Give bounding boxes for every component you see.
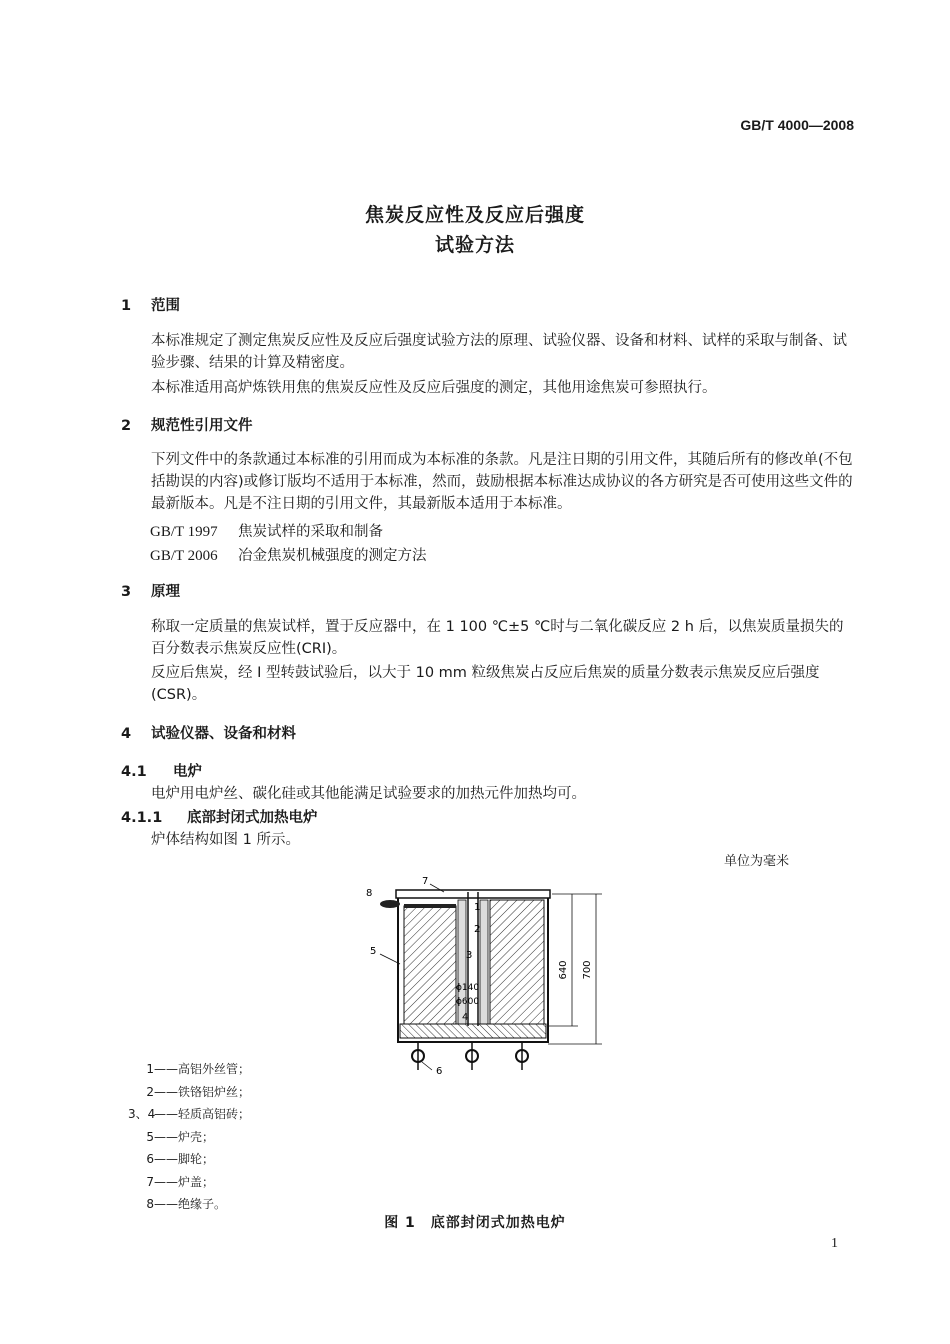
paragraph-text: 称取一定质量的焦炭试样，置于反应器中，在 1 100 ℃±5 ℃时与二氧化碳反应 2 h 后，以焦炭质量损失的百分数表示焦炭反应性(CRI)。 [151, 619, 844, 657]
legend-number: 7 [146, 1174, 154, 1189]
section-3-paragraph-2 [121, 662, 856, 706]
furnace-lid [396, 890, 550, 898]
normative-reference [150, 520, 383, 541]
figure-legend [128, 1058, 250, 1216]
legend-text: 轻质高铝砖； [178, 1107, 251, 1121]
legend-number: 8 [146, 1197, 154, 1211]
section-title: 范围 [151, 298, 180, 314]
subsection-title: 底部封闭式加热电炉 [187, 810, 318, 826]
paragraph-text: 本标准规定了测定焦炭反应性及反应后强度试验方法的原理、试验仪器、设备和材料、试样的采取与制备、试验步骤、结果的计算及精密度。 [151, 333, 847, 371]
right-brick [490, 900, 544, 1024]
label-6: 6 [436, 1066, 443, 1077]
section-1-paragraph-2 [121, 377, 856, 399]
normative-reference [150, 544, 427, 565]
section-2-paragraph-1 [121, 449, 856, 515]
legend-text: 脚轮； [178, 1152, 215, 1166]
paragraph-text: 电炉用电炉丝、碳化硅或其他能满足试验要求的加热元件加热均可。 [151, 786, 586, 802]
label-4: 4 [462, 1012, 469, 1023]
subsection-4-1-paragraph [121, 783, 856, 805]
legend-text: 炉盖； [178, 1174, 215, 1189]
insulator [380, 900, 400, 908]
standard-code: GB/T 4000—2008 [740, 117, 854, 133]
legend-number: 5 [146, 1129, 154, 1144]
furnace-wire-layer [480, 900, 488, 1024]
document-title-line1: 焦炭反应性及反应后强度 [364, 204, 585, 226]
section-1-paragraph-1 [121, 330, 856, 374]
section-4-heading [121, 722, 296, 743]
subsection-title: 电炉 [173, 764, 202, 780]
page-number: 1 [831, 1236, 838, 1251]
paragraph-text: 反应后焦炭，经 Ⅰ 型转鼓试验后，以大于 10 mm 粒级焦炭占反应后焦炭的质量分数表示焦炭反应后强度(CSR)。 [151, 665, 820, 703]
wire-terminal [404, 904, 456, 908]
dim-640-label: 640 [558, 960, 569, 980]
legend-item: 2——铁铬铝炉丝； [128, 1081, 250, 1104]
subsection-number: 4.1.1 [121, 810, 163, 826]
section-2-heading [121, 414, 253, 435]
paragraph-text: 炉体结构如图 1 所示。 [151, 832, 300, 848]
legend-text: 高铝外丝管； [178, 1062, 251, 1076]
dim-600-label: ϕ600 [456, 997, 480, 1007]
section-number: 3 [121, 584, 132, 600]
legend-text: 炉壳； [178, 1129, 215, 1144]
dim-700-label: 700 [582, 960, 593, 980]
section-number: 2 [121, 418, 132, 434]
document-title-line2: 试验方法 [434, 234, 515, 256]
legend-item: 8——绝缘子。 [128, 1193, 250, 1216]
section-1-heading [121, 294, 180, 315]
legend-number: 1 [146, 1062, 154, 1076]
legend-number: 3、4 [128, 1107, 156, 1121]
left-brick [404, 906, 456, 1024]
legend-item: 5——炉壳； [128, 1126, 250, 1149]
section-number: 1 [121, 298, 132, 314]
legend-text: 绝缘子。 [178, 1197, 227, 1211]
subsection-number: 4.1 [121, 764, 147, 780]
subsection-4-1-1-paragraph [121, 829, 856, 851]
paragraph-text: 下列文件中的条款通过本标准的引用而成为本标准的条款。凡是注日期的引用文件，其随后所有的修改单(不包括勘误的内容)或修订版均不适用于本标准，然而，鼓励根据本标准达成协议的各方研究是否可使用这些文件的最新版本。凡是不注日期的引用文件，其最新版本适用于本标准。 [151, 452, 853, 512]
label-1: 1 [474, 902, 481, 913]
legend-number: 2 [146, 1084, 154, 1099]
legend-number: 6 [146, 1152, 154, 1166]
paragraph-text: 本标准适用高炉炼铁用焦的焦炭反应性及反应后强度的测定，其他用途焦炭可参照执行。 [151, 380, 717, 396]
reference-code: GB/T 1997 [150, 524, 218, 540]
furnace-diagram [360, 870, 620, 1080]
legend-item: 7——炉盖； [128, 1171, 250, 1194]
reference-title: 焦炭试样的采取和制备 [238, 524, 383, 540]
label-2: 2 [474, 924, 481, 935]
bottom-brick [400, 1024, 546, 1038]
section-title: 试验仪器、设备和材料 [151, 726, 296, 742]
label-3: 3 [466, 950, 473, 961]
legend-item: 1——高铝外丝管； [128, 1058, 250, 1081]
reference-title: 冶金焦炭机械强度的测定方法 [238, 548, 427, 564]
unit-note: 单位为毫米 [724, 854, 790, 869]
section-title: 规范性引用文件 [151, 418, 253, 434]
subsection-4-1-1-heading [121, 806, 318, 827]
wheels [412, 1042, 528, 1070]
figure-caption: 图 1 底部封闭式加热电炉 [384, 1215, 566, 1231]
legend-item: 6——脚轮； [128, 1148, 250, 1171]
section-title: 原理 [151, 584, 180, 600]
subsection-4-1-heading [121, 760, 202, 781]
section-number: 4 [121, 726, 132, 742]
section-3-paragraph-1 [121, 616, 856, 660]
reference-code: GB/T 2006 [150, 548, 218, 564]
legend-text: 铁铬铝炉丝； [178, 1084, 251, 1099]
label-8: 8 [366, 888, 373, 899]
dim-140-label: ϕ140 [456, 983, 480, 993]
label-7: 7 [422, 876, 429, 887]
section-3-heading [121, 580, 180, 601]
legend-item: 3、4——轻质高铝砖； [128, 1103, 250, 1126]
label-5: 5 [370, 946, 377, 957]
